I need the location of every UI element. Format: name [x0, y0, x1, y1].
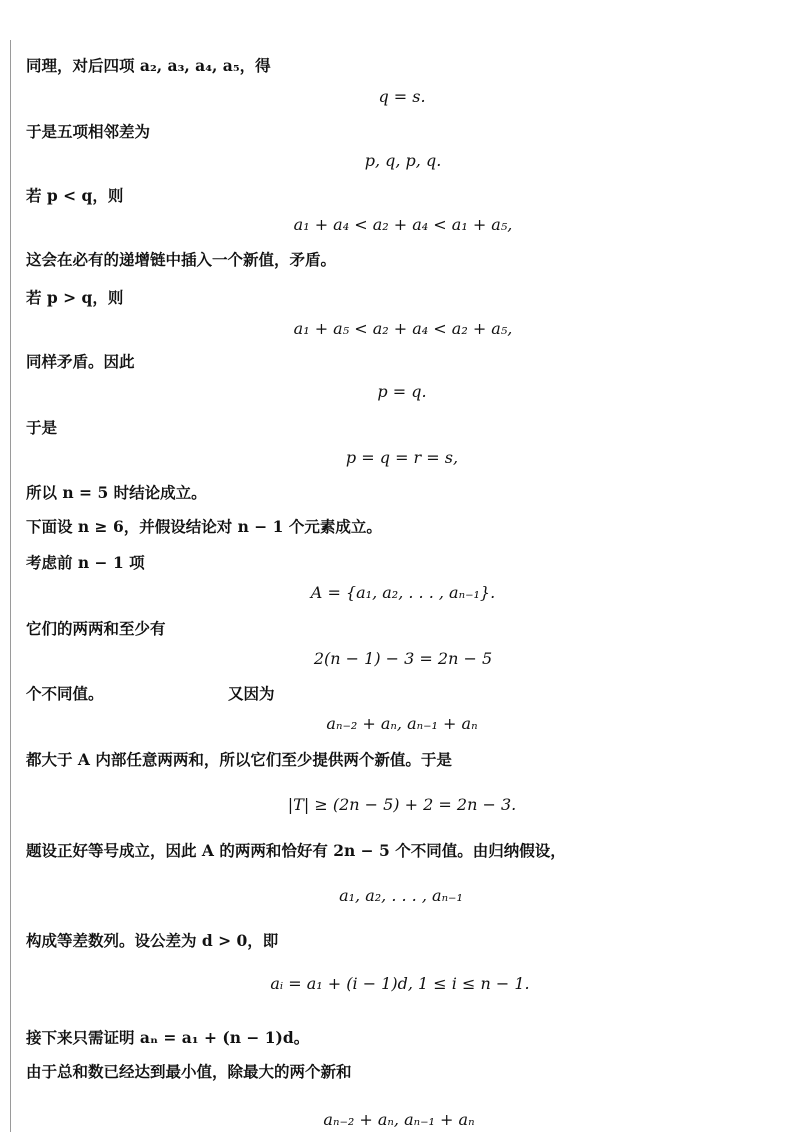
paragraph-line: 若 p < q，则 — [26, 186, 124, 205]
paragraph-line: 同样矛盾。因此 — [26, 352, 135, 371]
equation: aₙ₋₂ + aₙ, aₙ₋₁ + aₙ — [326, 714, 478, 733]
equation: q = s. — [378, 87, 426, 106]
paragraph-line: 接下来只需证明 aₙ = a₁ + (n − 1)d。 — [26, 1028, 310, 1047]
paragraph-line: 于是五项相邻差为 — [26, 122, 151, 141]
equation: p = q = r = s, — [345, 448, 459, 467]
left-margin-rule — [10, 40, 11, 1132]
equation: A = {a₁, a₂, . . . , aₙ₋₁}. — [310, 583, 496, 602]
paragraph-line: 题设正好等号成立，因此 A 的两两和恰好有 2n − 5 个不同值。由归纳假设， — [26, 841, 566, 860]
paragraph-line: 若 p > q，则 — [26, 288, 124, 307]
paragraph-line: 个不同值。 — [26, 684, 104, 703]
equation: a₁, a₂, . . . , aₙ₋₁ — [339, 886, 463, 905]
paragraph-line: 又因为 — [228, 684, 275, 703]
paragraph-line: 于是 — [26, 418, 58, 437]
equation: aₙ₋₂ + aₙ, aₙ₋₁ + aₙ — [323, 1110, 475, 1129]
equation: aᵢ = a₁ + (i − 1)d, 1 ≤ i ≤ n − 1. — [270, 974, 530, 993]
equation: 2(n − 1) − 3 = 2n − 5 — [313, 649, 493, 668]
paragraph-line: 下面设 n ≥ 6，并假设结论对 n − 1 个元素成立。 — [26, 517, 382, 536]
equation: p, q, p, q. — [364, 151, 442, 170]
equation: p = q. — [377, 382, 427, 401]
equation: |T| ≥ (2n − 5) + 2 = 2n − 3. — [287, 795, 517, 814]
paragraph-line: 考虑前 n − 1 项 — [26, 553, 145, 572]
equation: a₁ + a₅ < a₂ + a₄ < a₂ + a₅, — [293, 319, 513, 338]
paragraph-line: 由于总和数已经达到最小值，除最大的两个新和 — [26, 1062, 352, 1081]
paragraph-line: 构成等差数列。设公差为 d > 0，即 — [26, 931, 279, 950]
paragraph-line: 所以 n = 5 时结论成立。 — [26, 483, 207, 502]
paragraph-line: 同理，对后四项 a₂, a₃, a₄, a₅，得 — [26, 56, 271, 75]
equation: a₁ + a₄ < a₂ + a₄ < a₁ + a₅, — [293, 215, 513, 234]
paragraph-line: 这会在必有的递增链中插入一个新值，矛盾。 — [26, 250, 337, 269]
paragraph-line: 它们的两两和至少有 — [26, 619, 166, 638]
paragraph-line: 都大于 A 内部任意两两和，所以它们至少提供两个新值。于是 — [26, 750, 452, 769]
